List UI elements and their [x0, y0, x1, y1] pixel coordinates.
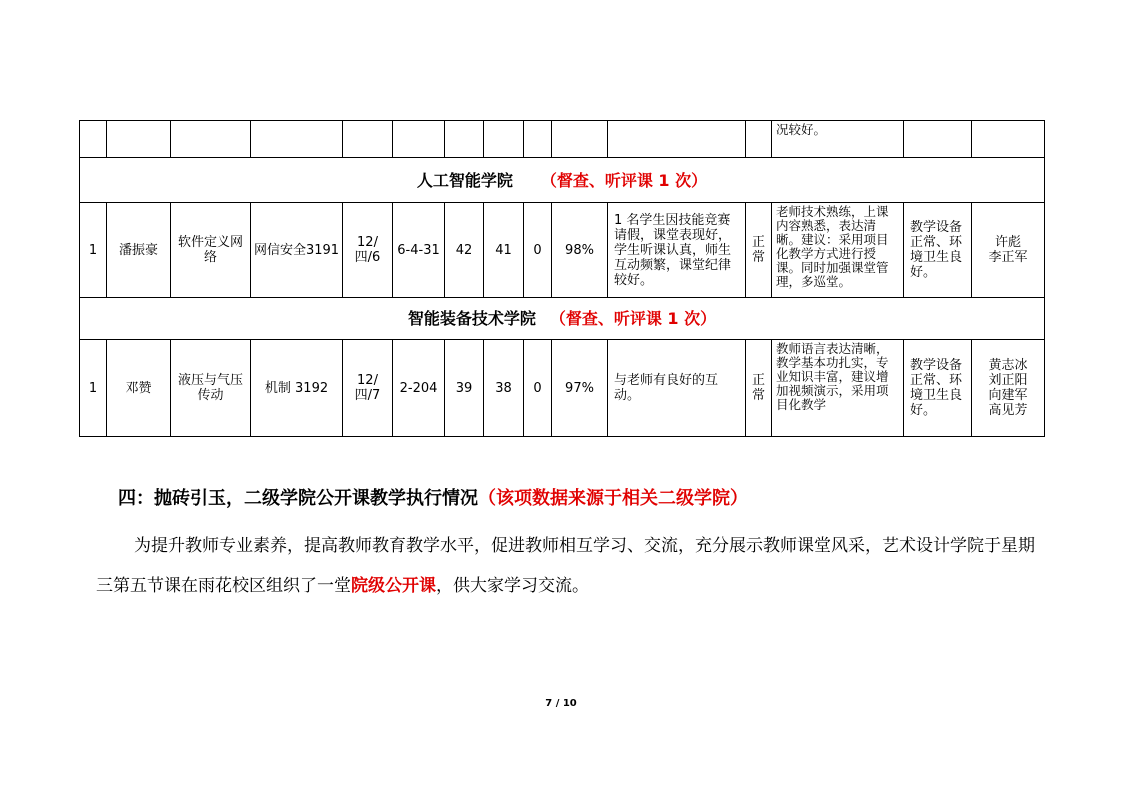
equipment-note: 教学设备正常、环境卫生良好。: [904, 340, 972, 437]
teaching-note: 老师技术熟练，上课内容熟悉，表达清晰。建议：采用项目化教学方式进行授课。同时加强课堂管理，多巡堂。: [772, 203, 904, 298]
body-paragraph: [96, 526, 1036, 606]
status: 正常: [746, 340, 772, 437]
attendance-rate: 98%: [552, 203, 608, 298]
room: 2-204: [393, 340, 445, 437]
table-row: [80, 121, 1045, 158]
lesson-date: 12/四/7: [343, 340, 393, 437]
section-header-row: [80, 298, 1045, 340]
heading-tag: （该项数据来源于相关二级学院）: [478, 488, 748, 509]
absent-count: 0: [524, 203, 552, 298]
present-count: 41: [484, 203, 524, 298]
section-tag: （督查、听评课 1 次）: [549, 309, 717, 328]
absent-count: 0: [524, 340, 552, 437]
inspectors: [972, 203, 1045, 298]
class-name: 机制 3192: [251, 340, 343, 437]
page-number: 7 / 10: [545, 698, 577, 709]
heading-main: 四：抛砖引玉，二级学院公开课教学执行情况: [118, 488, 478, 509]
table-row: [80, 203, 1045, 298]
enrolled-count: 42: [445, 203, 484, 298]
inspector-name: 李正军: [988, 250, 1028, 265]
course-name: 液压与气压传动: [171, 340, 251, 437]
section-title: 人工智能学院: [416, 170, 513, 190]
equipment-note: 教学设备正常、环境卫生良好。: [904, 203, 972, 298]
student-note: 1 名学生因技能竞赛请假，课堂表现好，学生听课认真，师生互动频繁，课堂纪律较好。: [608, 203, 746, 298]
enrolled-count: 39: [445, 340, 484, 437]
inspector-name: 许彪: [994, 235, 1021, 250]
student-note: 与老师有良好的互动。: [608, 340, 746, 437]
section-title: 智能装备技术学院: [407, 309, 536, 328]
section-heading: [118, 484, 748, 510]
inspector-name: 向建军: [988, 388, 1028, 403]
class-name: 网信安全3191: [251, 203, 343, 298]
inspectors: [972, 340, 1045, 437]
present-count: 38: [484, 340, 524, 437]
inspector-name: 黄志冰: [988, 358, 1028, 373]
teaching-note: 教师语言表达清晰，教学基本功扎实，专业知识丰富，建议增加视频演示，采用项目化教学: [772, 340, 904, 437]
section-header-row: [80, 158, 1045, 203]
paragraph-highlight: 院级公开课: [351, 576, 436, 596]
teaching-note: 况较好。: [772, 121, 904, 158]
table-row: [80, 340, 1045, 437]
row-index: 1: [80, 340, 107, 437]
status: 正常: [746, 203, 772, 298]
section-tag: （督查、听评课 1 次）: [540, 170, 708, 190]
attendance-rate: 97%: [552, 340, 608, 437]
inspection-table: [79, 120, 1045, 437]
teacher-name: 潘振豪: [107, 203, 171, 298]
teacher-name: 邓赞: [107, 340, 171, 437]
room: 6-4-31: [393, 203, 445, 298]
course-name: 软件定义网络: [171, 203, 251, 298]
lesson-date: 12/四/6: [343, 203, 393, 298]
paragraph-text-end: ，供大家学习交流。: [436, 576, 589, 596]
paragraph-text: 为提升教师专业素养，提高教师教育教学水平，促进教师相互学习、交流，充分展示教师课堂风采，艺术设计学院于星期三第五节课在雨花校区组织了一堂: [96, 536, 1035, 596]
row-index: 1: [80, 203, 107, 298]
inspector-name: 高见芳: [988, 403, 1028, 418]
inspector-name: 刘正阳: [988, 373, 1028, 388]
